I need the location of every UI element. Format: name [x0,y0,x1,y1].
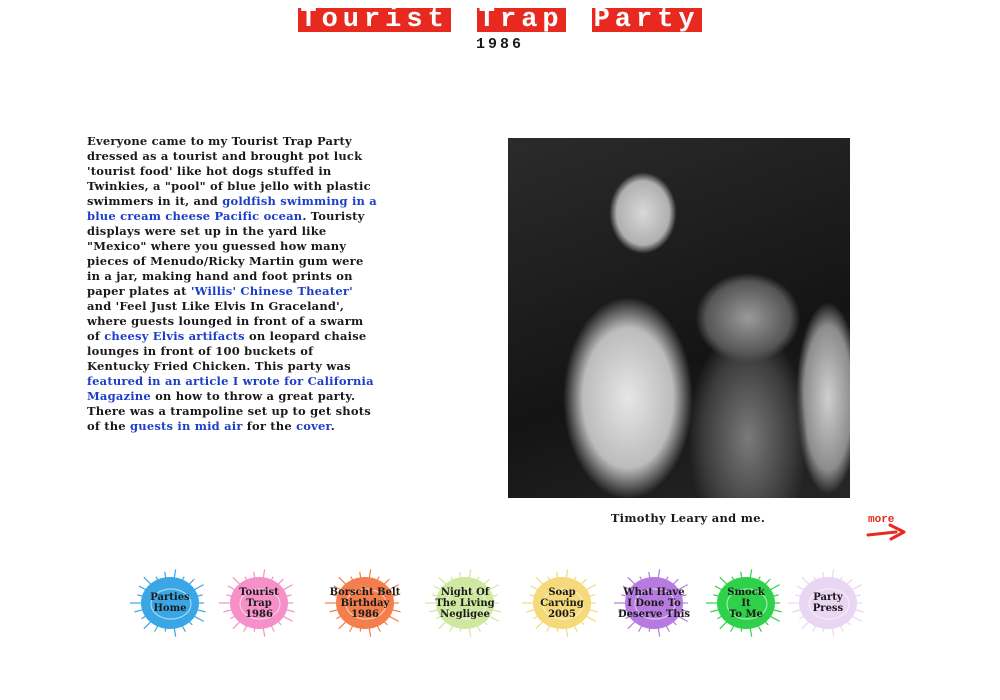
title-word: Tourist [300,5,449,35]
story-segment: for the [242,419,297,433]
nav-item-label: Party Press [812,592,844,614]
story-text [87,134,377,434]
nav-item-label: Soap Carving 2005 [540,586,584,620]
story-link[interactable]: 'Willis' Chinese Theater' [190,284,353,298]
nav-item-label: Night Of The Living Negligee [435,586,495,620]
nav-item[interactable] [128,566,212,640]
story-link[interactable]: goldfish swimming in a blue cream cheese Pacific ocean [87,194,377,223]
story-segment: on leopard chaise lounges in front of 100 buckets of Kentucky Fried Chicken. This party was [87,329,367,373]
arrow-right-icon [866,520,910,542]
story-segment: . [330,419,335,433]
nav-item[interactable] [423,566,507,640]
nav-item[interactable] [520,566,604,640]
story-link[interactable]: featured in an article I wrote for California Magazine [87,374,374,403]
nav-item[interactable] [612,566,696,640]
nav-item[interactable] [786,566,870,640]
story-segment: Everyone came to my Tourist Trap Party dressed as a tourist and brought pot luck 'tourist food' like hot dogs stuffed in Twinkies, a "pool" of blue jello with plastic swimmers in it, and [87,134,371,208]
page-title [298,5,701,35]
title-word: Party [593,5,700,35]
story-link[interactable]: cheesy Elvis artifacts [104,329,245,343]
page-header [0,5,1000,35]
nav-item-label: Borscht Belt Birthday 1986 [329,586,401,620]
more-label: more [868,514,895,526]
nav-item[interactable] [704,566,788,640]
story-segment: on how to throw a great party. There was a trampoline set up to get shots of the [87,389,371,433]
party-photo [508,138,850,498]
nav-item-label: Smock It To Me [727,586,765,620]
photo-caption: Timothy Leary and me. [610,511,766,525]
nav-item-label: Parties Home [150,592,190,614]
story-link[interactable]: guests in mid air [130,419,243,433]
nav-item-label: What Have I Done To Deserve This [617,586,691,620]
nav-item-label: Tourist Trap 1986 [239,586,279,620]
story-link[interactable]: cover [296,419,331,433]
party-year: 1986 [475,36,524,53]
story-segment: and 'Feel Just Like Elvis In Graceland', where guests lounged in front of a swarm of [87,299,364,343]
nav-item[interactable] [217,566,301,640]
story-segment: . Touristy displays were set up in the yard like "Mexico" where you guessed how many pieces of Menudo/Ricky Martin gum were in a jar, making hand and foot prints on paper plates at [87,209,365,298]
title-word: Trap [478,5,564,35]
nav-item[interactable] [323,566,407,640]
more-link[interactable] [866,514,910,540]
